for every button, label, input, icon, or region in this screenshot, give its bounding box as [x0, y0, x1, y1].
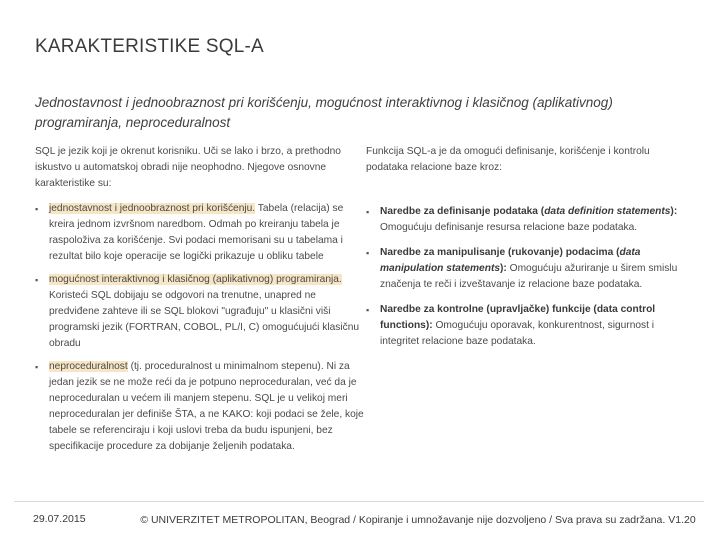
footer-divider: [14, 501, 704, 502]
slide-title: KARAKTERISTIKE SQL-A: [35, 36, 264, 57]
left-bullet-list: [35, 201, 365, 455]
item-heading-end: ):: [500, 263, 507, 274]
bullet-icon: ▪: [35, 362, 39, 372]
item-text: (tj. proceduralnost u minimalnom stepenu). Ni za jedan jezik se ne može reći da je potpuno neproceduralan, već da je neproceduralan u većem ili manjem stepenu. SQL je u velikoj meri neproceduralan jer definiše ŠTA, a ne KAKO: koji podaci se žele, koje tabele se referenciraju i koji uslovi treba da budu ispunjeni, bez specifikacije procedure za dobijanje željenih podataka.: [49, 361, 364, 452]
item-heading-end: ):: [670, 206, 678, 217]
left-column: [35, 144, 365, 462]
highlighted-term: jednostavnost i jednoobraznost pri korišćenju.: [49, 203, 256, 214]
bullet-icon: ▪: [366, 207, 370, 217]
footer-copyright: © UNIVERZITET METROPOLITAN, Beograd / Kopiranje i umnožavanje nije dozvoljeno / Sva prava su zadržana. V1.20: [140, 514, 696, 526]
list-item: [35, 359, 365, 455]
item-text: Omogućuju ažuriranje u širem smislu značenja te reči i izveštavanje iz relacione baze podataka.: [380, 263, 678, 290]
item-text: Tabela (relacija) se kreira jednom izvršnom naredbom. Odmah po kreiranju tabela je raspoloživa za korišćenje. Svi podaci memorisani su u tabelama i rezultat bilo koje operacije se logički prikazuje u obliku tabele: [49, 203, 344, 262]
item-heading: Naredbe za kontrolne (upravljačke) funkcije (data control functions):: [380, 304, 656, 331]
item-heading: Naredbe za definisanje podataka (: [380, 206, 545, 217]
left-intro: SQL je jezik koji je okrenut korisniku. Uči se lako i brzo, a prethodno iskustvo u automatskoj obradi nije neophodno. Njegove osnovne karakteristike su:: [35, 146, 341, 189]
item-text: Omogućuju oporavak, konkurentnost, sigurnost i integritet relacione baze podataka.: [380, 320, 655, 347]
item-text: Omogućuju definisanje resursa relacione baze podataka.: [380, 222, 638, 233]
list-item: [35, 201, 365, 265]
highlighted-term: mogućnost interaktivnog i klasičnog (aplikativnog) programiranja.: [49, 274, 342, 285]
item-heading-italic: data manipulation statements: [380, 247, 641, 274]
list-item: [366, 302, 684, 350]
slide-subtitle: Jednostavnost i jednoobraznost pri korišćenju, mogućnost interaktivnog i klasičnog (aplikativnog) programiranja, neproceduralnost: [35, 95, 613, 130]
item-text: Koristeći SQL dobijaju se odgovori na trenutne, unapred ne predviđene zahteve ili se SQL blokovi "ugrađuju" u klasični viši programski jezik (FORTRAN, COBOL, PL/I, C) omogućujući klasičnu obradu: [49, 290, 360, 349]
footer-date: 29.07.2015: [33, 513, 86, 525]
list-item: [366, 245, 684, 293]
list-item: [35, 272, 365, 352]
bullet-icon: ▪: [35, 204, 39, 214]
right-bullet-list: [366, 204, 684, 350]
highlighted-term: neproceduralnost: [49, 361, 128, 372]
right-intro: Funkcija SQL-a je da omogući definisanje, korišćenje i kontrolu podataka relacione baze kroz:: [366, 146, 650, 173]
item-heading-italic: data definition statements: [544, 206, 671, 217]
bullet-icon: ▪: [35, 275, 39, 285]
bullet-icon: ▪: [366, 305, 370, 315]
item-heading: Naredbe za manipulisanje (rukovanje) podacima (: [380, 247, 620, 258]
list-item: [366, 204, 684, 236]
right-column: [366, 144, 684, 359]
bullet-icon: ▪: [366, 248, 370, 258]
